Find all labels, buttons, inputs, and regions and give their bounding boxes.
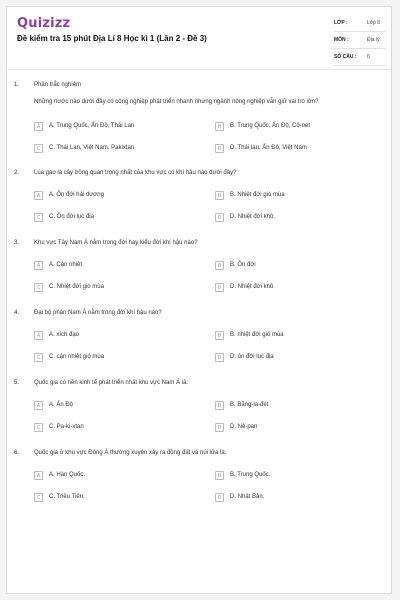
question-number: 5.: [14, 380, 20, 386]
meta-value: 6: [367, 54, 370, 60]
option-text: A. Trung Quốc, Ấn Độ, Thái Lan: [49, 123, 135, 129]
question-text: Quốc gia có nền kinh tế phát triển nhất khu vực Nam Á là:: [34, 380, 189, 386]
question-number: 3.: [14, 240, 20, 246]
answer-option-b[interactable]: [215, 401, 355, 411]
answer-option-b[interactable]: [215, 331, 355, 341]
answer-option-c[interactable]: [34, 283, 174, 293]
option-letter-box[interactable]: B: [215, 191, 224, 200]
answer-option-a[interactable]: [34, 261, 174, 271]
meta-value: Lớp 8: [367, 20, 381, 26]
option-text: C. Triều Tiên.: [49, 494, 85, 500]
option-text: C. cận nhiệt gió mùa: [49, 354, 105, 360]
question-text: Khu vực Tây Nam Á nằm trong đới hay kiểu đới khí hậu nào?: [34, 240, 198, 246]
quizizz-logo[interactable]: Quizizz: [17, 16, 71, 31]
answer-option-b[interactable]: [215, 122, 355, 132]
option-letter-box[interactable]: C: [34, 213, 43, 222]
option-text: C. Ôn đới lục địa: [49, 214, 94, 220]
answer-option-a[interactable]: [34, 331, 174, 341]
option-letter-box[interactable]: B: [215, 122, 224, 131]
option-letter-box[interactable]: C: [34, 423, 43, 432]
option-text: B. Trung Quốc.: [230, 472, 271, 478]
option-text: C. Thái Lan, Việt Nam, Pakixtan: [49, 145, 135, 151]
answer-option-a[interactable]: [34, 191, 174, 201]
answer-option-c[interactable]: [34, 213, 174, 223]
option-letter-box[interactable]: B: [215, 401, 224, 410]
answer-option-d[interactable]: [215, 283, 355, 293]
option-text: B. Ôn đới: [230, 262, 256, 268]
question-text: Đại bộ phận Nam Á nằm trong đới khí hậu nào?: [34, 310, 162, 316]
option-text: C. Nhiệt đới gió mùa: [49, 284, 104, 290]
answer-option-c[interactable]: [34, 423, 174, 433]
meta-key: SỐ CÂU :: [334, 54, 357, 60]
option-letter-box[interactable]: C: [34, 144, 43, 153]
option-text: D. Nhiệt đới khô.: [230, 214, 275, 220]
option-letter-box[interactable]: B: [215, 331, 224, 340]
answer-option-d[interactable]: [215, 353, 355, 363]
answer-option-c[interactable]: [34, 353, 174, 363]
question-text: Quốc gia ở khu vực Đông Á thường xuyên xảy ra động đất và núi lửa là:: [34, 450, 227, 456]
option-letter-box[interactable]: A: [34, 261, 43, 270]
option-text: D. Nhiệt đới khô: [230, 284, 274, 290]
option-text: D. Thái lan, Ấn Độ, Việt Nam: [230, 145, 307, 151]
option-letter-box[interactable]: A: [34, 122, 43, 131]
option-letter-box[interactable]: C: [34, 493, 43, 502]
meta-key: LỚP :: [334, 20, 348, 26]
question-number: 2.: [14, 170, 20, 176]
option-letter-box[interactable]: D: [215, 493, 224, 502]
option-text: B. nhiệt đới gió mùa: [230, 332, 284, 338]
answer-option-c[interactable]: [34, 144, 174, 154]
option-text: A. xích đạo: [49, 332, 80, 338]
answer-option-d[interactable]: [215, 493, 355, 503]
option-text: C. Pa-ki-xtan: [49, 424, 84, 430]
option-letter-box[interactable]: C: [34, 283, 43, 292]
question-number: 1.: [14, 82, 20, 88]
option-letter-box[interactable]: D: [215, 213, 224, 222]
option-text: D. Nhật Bản.: [230, 494, 265, 500]
option-text: A. Ấn Độ: [49, 402, 74, 408]
option-text: B. Trung Quốc, Ấn Độ, Cô-oet: [230, 123, 311, 129]
worksheet: [6, 6, 392, 594]
worksheet-title: Đề kiểm tra 15 phút Địa Lí 8 Học kì 1 (Lần 2 - Đề 3): [17, 34, 207, 43]
answer-option-a[interactable]: [34, 122, 174, 132]
answer-option-b[interactable]: [215, 191, 355, 201]
answer-option-a[interactable]: [34, 401, 174, 411]
question-subtext: Những nước nào dưới đây có công nghiệp phát triển nhanh nhưng ngành nông nghiệp vẫn giữ vai trò lớn?: [34, 99, 319, 105]
worksheet-header: [7, 7, 391, 70]
answer-option-a[interactable]: [34, 471, 174, 481]
meta-key: MÔN :: [334, 37, 349, 43]
meta-row-count: [334, 50, 386, 66]
option-text: A. Hàn Quốc.: [49, 472, 86, 478]
option-letter-box[interactable]: D: [215, 283, 224, 292]
answer-option-d[interactable]: [215, 213, 355, 223]
option-text: B. Nhiệt đới gió mùa: [230, 192, 285, 198]
option-letter-box[interactable]: A: [34, 471, 43, 480]
meta-row-subject: [334, 33, 386, 49]
option-text: B. Băng-la-đét: [230, 402, 269, 408]
option-letter-box[interactable]: B: [215, 471, 224, 480]
answer-option-b[interactable]: [215, 471, 355, 481]
option-letter-box[interactable]: A: [34, 401, 43, 410]
question-text: Lúa gạo là cây trồng quan trọng nhất của khu vực có khí hậu nào dưới đây?: [34, 170, 237, 176]
option-letter-box[interactable]: D: [215, 353, 224, 362]
answer-option-c[interactable]: [34, 493, 174, 503]
option-text: D. Nê-pan: [230, 424, 258, 430]
meta-value: Địa lý: [367, 37, 380, 43]
option-letter-box[interactable]: C: [34, 353, 43, 362]
option-text: A. Ôn đới hải dương: [49, 192, 104, 198]
meta-table: [334, 16, 386, 67]
option-letter-box[interactable]: A: [34, 191, 43, 200]
answer-option-d[interactable]: [215, 144, 355, 154]
option-letter-box[interactable]: D: [215, 423, 224, 432]
option-letter-box[interactable]: A: [34, 331, 43, 340]
answer-option-d[interactable]: [215, 423, 355, 433]
answer-option-b[interactable]: [215, 261, 355, 271]
option-text: D. ôn đới lục địa: [230, 354, 274, 360]
option-letter-box[interactable]: D: [215, 144, 224, 153]
option-text: A. Cận nhiệt: [49, 262, 83, 268]
question-number: 6.: [14, 450, 20, 456]
option-letter-box[interactable]: B: [215, 261, 224, 270]
question-text: Phần trắc nghiệm: [34, 82, 82, 88]
meta-row-class: [334, 16, 386, 32]
question-number: 4.: [14, 310, 20, 316]
